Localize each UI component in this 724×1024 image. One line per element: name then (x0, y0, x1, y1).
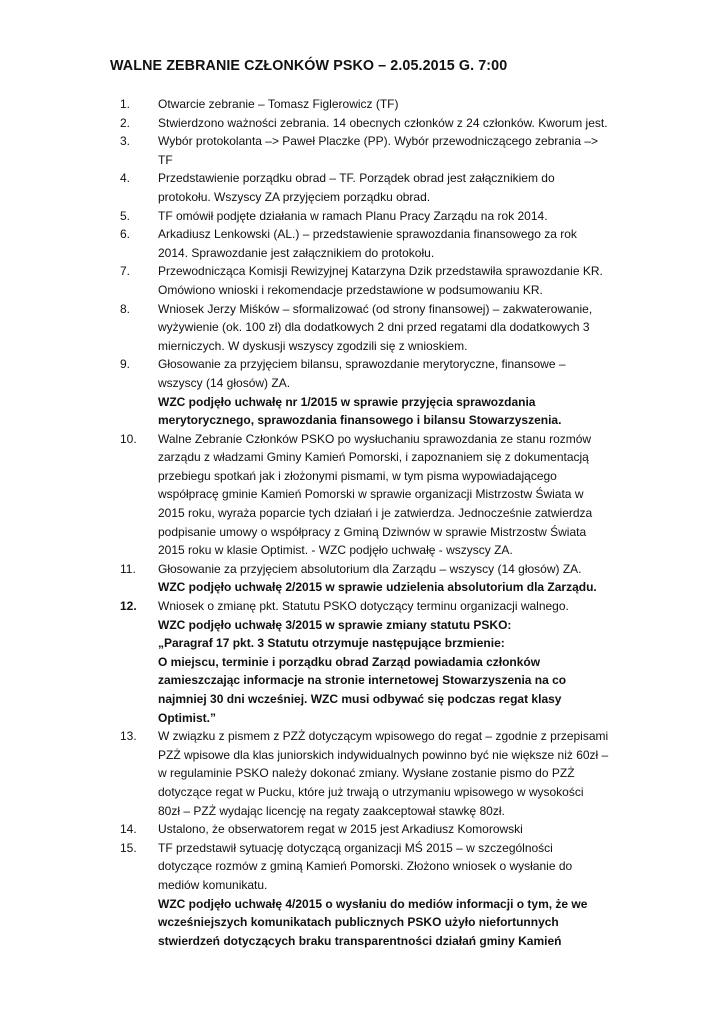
agenda-item (0, 114, 624, 133)
item-text: współpracę gminie Kamień Pomorski w sprawie organizacji Mistrzostw Świata w (158, 487, 584, 502)
item-number: 8. (120, 301, 131, 316)
item-text: Wniosek Jerzy Miśków – sformalizować (od strony finansowej) – zakwaterowanie, (158, 301, 593, 316)
item-text: mierniczych. W dyskusji wszyscy zgodzili się z wnioskiem. (158, 338, 468, 353)
agenda-item (0, 95, 624, 114)
item-text: przebiegu spotkań jak i złożonymi pismami, w tym pisma wypowiadającego (158, 468, 557, 483)
item-text: Wniosek o zmianę pkt. Statutu PSKO dotyczący terminu organizacji walnego. (158, 599, 569, 614)
item-text: wszyscy (14 głosów) ZA. (158, 375, 291, 390)
item-text: Głosowanie za przyjęciem absolutorium dla Zarządu – wszyscy (14 głosów) ZA. (158, 561, 582, 576)
item-text: Walne Zebranie Członków PSKO po wysłuchaniu sprawozdania ze stanu rozmów (158, 431, 592, 446)
agenda-item (0, 597, 624, 727)
item-text: Przewodnicząca Komisji Rewizyjnej Katarzyna Dzik przedstawiła sprawozdanie KR. (158, 264, 603, 279)
item-text: 2014. Sprawozdanie jest załącznikiem do protokołu. (158, 245, 435, 260)
resolution-text: najmniej 30 dni wcześniej. WZC musi odbywać się podczas regat klasy (158, 692, 562, 706)
item-text: Przedstawienie porządku obrad – TF. Porządek obrad jest załącznikiem do (158, 171, 555, 186)
item-number: 3. (120, 134, 131, 149)
agenda-item (0, 727, 624, 820)
item-number: 6. (120, 227, 131, 242)
agenda-item (0, 430, 624, 560)
item-text: TF omówił podjęte działania w ramach Planu Pracy Zarządu na rok 2014. (158, 208, 548, 223)
item-number: 1. (120, 97, 131, 111)
item-text: Arkadiusz Lenkowski (AL.) – przedstawienie sprawozdania finansowego za rok (158, 227, 577, 242)
item-number: 14. (120, 822, 137, 837)
item-text: Stwierdzono ważności zebrania. 14 obecnych członków z 24 członków. Kworum jest. (158, 115, 608, 130)
item-text: 80zł – PZŻ wydając licencję na regaty zaakceptował stawkę 80zł. (158, 803, 505, 818)
agenda-item (0, 225, 624, 262)
item-text: dotyczące regat w Pucku, które już trwają o utrzymaniu wpisowego w wysokości (158, 784, 584, 799)
agenda-item (0, 839, 624, 951)
page-title: WALNE ZEBRANIE CZŁONKÓW PSKO – 2.05.2015 G. 7:00 (110, 58, 508, 74)
resolution-text: merytorycznego, sprawozdania finansowego i bilansu Stowarzyszenia. (158, 413, 562, 428)
item-text: wyżywienie (ok. 100 zł) dla dodatkowych 2 dni przed regatami dla dodatkowych 3 (158, 320, 590, 335)
item-text: 2015 roku, wyraża poparcie tych działań i je zatwierdza. Jednocześnie zatwierdza (158, 506, 593, 521)
agenda-item (0, 132, 624, 169)
item-number: 7. (120, 264, 131, 279)
item-number: 4. (120, 171, 131, 186)
resolution-text: Optimist.” (158, 710, 217, 725)
item-number: 11. (120, 561, 136, 576)
item-text: protokołu. Wszyscy ZA przyjęciem porządku obrad. (158, 189, 431, 204)
item-text: Omówiono wnioski i rekomendacje przedstawione w podsumowaniu KR. (158, 282, 543, 297)
agenda-list (0, 95, 724, 950)
resolution-text: WZC podjęło uchwałę nr 1/2015 w sprawie przyjęcia sprawozdania (158, 394, 536, 409)
item-text: zarządu z władzami Gminy Kamień Pomorski, i zapoznaniem się z dokumentacją (158, 450, 589, 465)
item-text: Otwarcie zebranie – Tomasz Figlerowicz (TF) (158, 97, 399, 111)
resolution-text: „Paragraf 17 pkt. 3 Statutu otrzymuje następujące brzmienie: (158, 636, 505, 651)
item-text: W związku z pismem z PZŻ dotyczącym wpisowego do regat – zgodnie z przepisami (158, 729, 609, 744)
item-text: Głosowanie za przyjęciem bilansu, sprawozdanie merytoryczne, finansowe – (158, 357, 566, 372)
item-text: 2015 roku w klasie Optimist. - WZC podjęło uchwałę - wszyscy ZA. (158, 543, 513, 558)
item-number: 5. (120, 208, 131, 223)
resolution-text: zamieszczając informacje na stronie internetowej Stowarzyszenia na co (158, 673, 567, 688)
item-text: PZŻ wpisowe dla klas juniorskich indywidualnych powinno być nie większe niż 60zł – (158, 747, 609, 762)
item-number: 10. (120, 431, 137, 446)
item-text: mediów komunikatu. (158, 877, 268, 892)
resolution-text: WZC podjęło uchwałę 2/2015 w sprawie udzielenia absolutorium dla Zarządu. (158, 580, 597, 595)
resolution-text: WZC podjęło uchwałę 3/2015 w sprawie zmiany statutu PSKO: (158, 617, 512, 632)
resolution-text: O miejscu, terminie i porządku obrad Zarząd powiadamia członków (158, 654, 541, 669)
agenda-item (0, 207, 624, 226)
item-number: 15. (120, 840, 137, 855)
agenda-item (0, 560, 624, 597)
item-text: dotyczące rozmów z gminą Kamień Pomorski. Złożono wniosek o wysłanie do (158, 859, 573, 874)
agenda-item (0, 355, 624, 429)
resolution-text: WZC podjęło uchwałę 4/2015 o wysłaniu do mediów informacji o tym, że we (158, 896, 588, 911)
resolution-text: wcześniejszych komunikatach publicznych PSKO użyło niefortunnych (158, 915, 559, 930)
agenda-item (0, 300, 624, 356)
item-number: 9. (120, 357, 131, 372)
item-number: 13. (120, 729, 137, 744)
item-text: TF (158, 152, 173, 167)
resolution-text: stwierdzeń dotyczących braku transparentności działań gminy Kamień (158, 933, 562, 948)
item-number: 2. (120, 115, 131, 130)
item-text: Wybór protokolanta –> Paweł Placzke (PP). Wybór przewodniczącego zebrania –> (158, 134, 599, 149)
item-text: Ustalono, że obserwatorem regat w 2015 jest Arkadiusz Komorowski (158, 822, 523, 837)
item-text: TF przedstawił sytuację dotyczącą organizacji MŚ 2015 – w szczególności (158, 840, 553, 855)
item-number: 12. (120, 599, 137, 614)
item-text: w regulaminie PSKO należy dokonać zmiany. Wysłane zostanie pismo do PZŻ (158, 766, 575, 781)
agenda-item (0, 169, 624, 206)
agenda-item (0, 820, 624, 839)
item-text: podpisanie umowy o współpracy z Gminą Dziwnów w sprawie Mistrzostw Świata (158, 524, 587, 539)
agenda-item (0, 262, 624, 299)
